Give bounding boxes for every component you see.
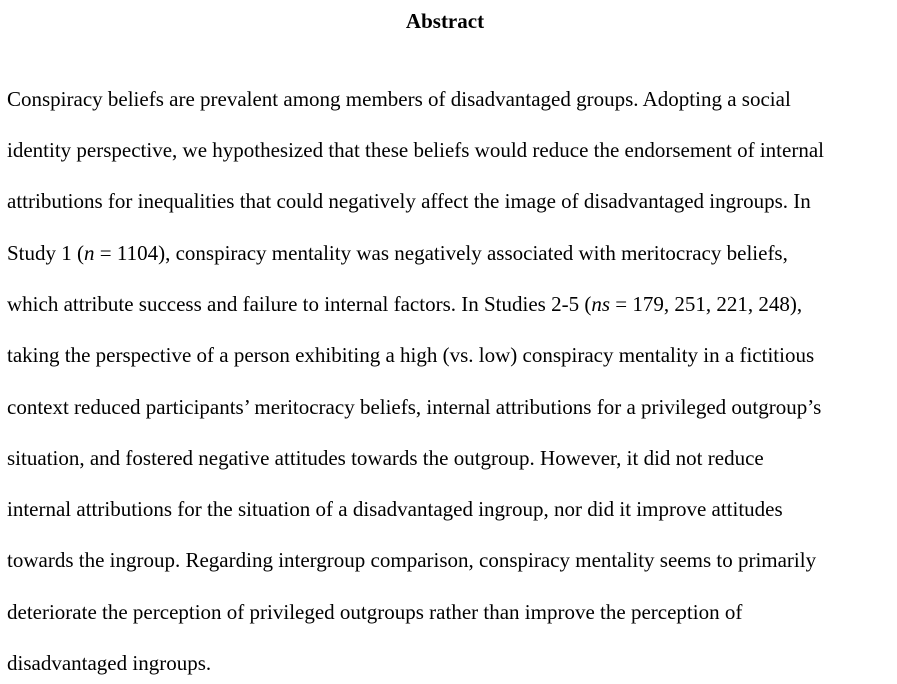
abstract-line-3: attributions for inequalities that could negatively affect the image of disadvantaged ingroups. In xyxy=(7,189,811,213)
line-5-part-2: = 179, 251, 221, 248), xyxy=(610,292,803,316)
line-4-part-1: Study 1 ( xyxy=(7,241,85,265)
abstract-line-10: towards the ingroup. Regarding intergroup comparison, conspiracy mentality seems to primarily xyxy=(7,548,817,572)
abstract-line-5 xyxy=(7,291,802,317)
line-4-part-2: = 1104), conspiracy mentality was negatively associated with meritocracy beliefs, xyxy=(94,241,788,265)
sample-size-symbol: n xyxy=(84,241,95,265)
abstract-heading: Abstract xyxy=(405,9,485,33)
abstract-line-6: taking the perspective of a person exhibiting a high (vs. low) conspiracy mentality in a fictitious xyxy=(7,343,815,367)
abstract-line-12: disadvantaged ingroups. xyxy=(7,651,212,675)
line-5-part-1: which attribute success and failure to internal factors. In Studies 2-5 ( xyxy=(7,292,592,316)
abstract-line-2: identity perspective, we hypothesized that these beliefs would reduce the endorsement of internal xyxy=(7,138,824,162)
abstract-line-4 xyxy=(7,240,788,266)
sample-sizes-symbol: ns xyxy=(591,292,611,316)
abstract-line-1: Conspiracy beliefs are prevalent among members of disadvantaged groups. Adopting a social xyxy=(7,87,791,111)
abstract-line-9: internal attributions for the situation of a disadvantaged ingroup, nor did it improve attitudes xyxy=(7,497,783,521)
abstract-line-7: context reduced participants’ meritocracy beliefs, internal attributions for a privileged outgroup’s xyxy=(7,395,822,419)
abstract-line-11: deteriorate the perception of privileged outgroups rather than improve the perception of xyxy=(7,600,743,624)
abstract-line-8: situation, and fostered negative attitudes towards the outgroup. However, it did not reduce xyxy=(7,446,764,470)
